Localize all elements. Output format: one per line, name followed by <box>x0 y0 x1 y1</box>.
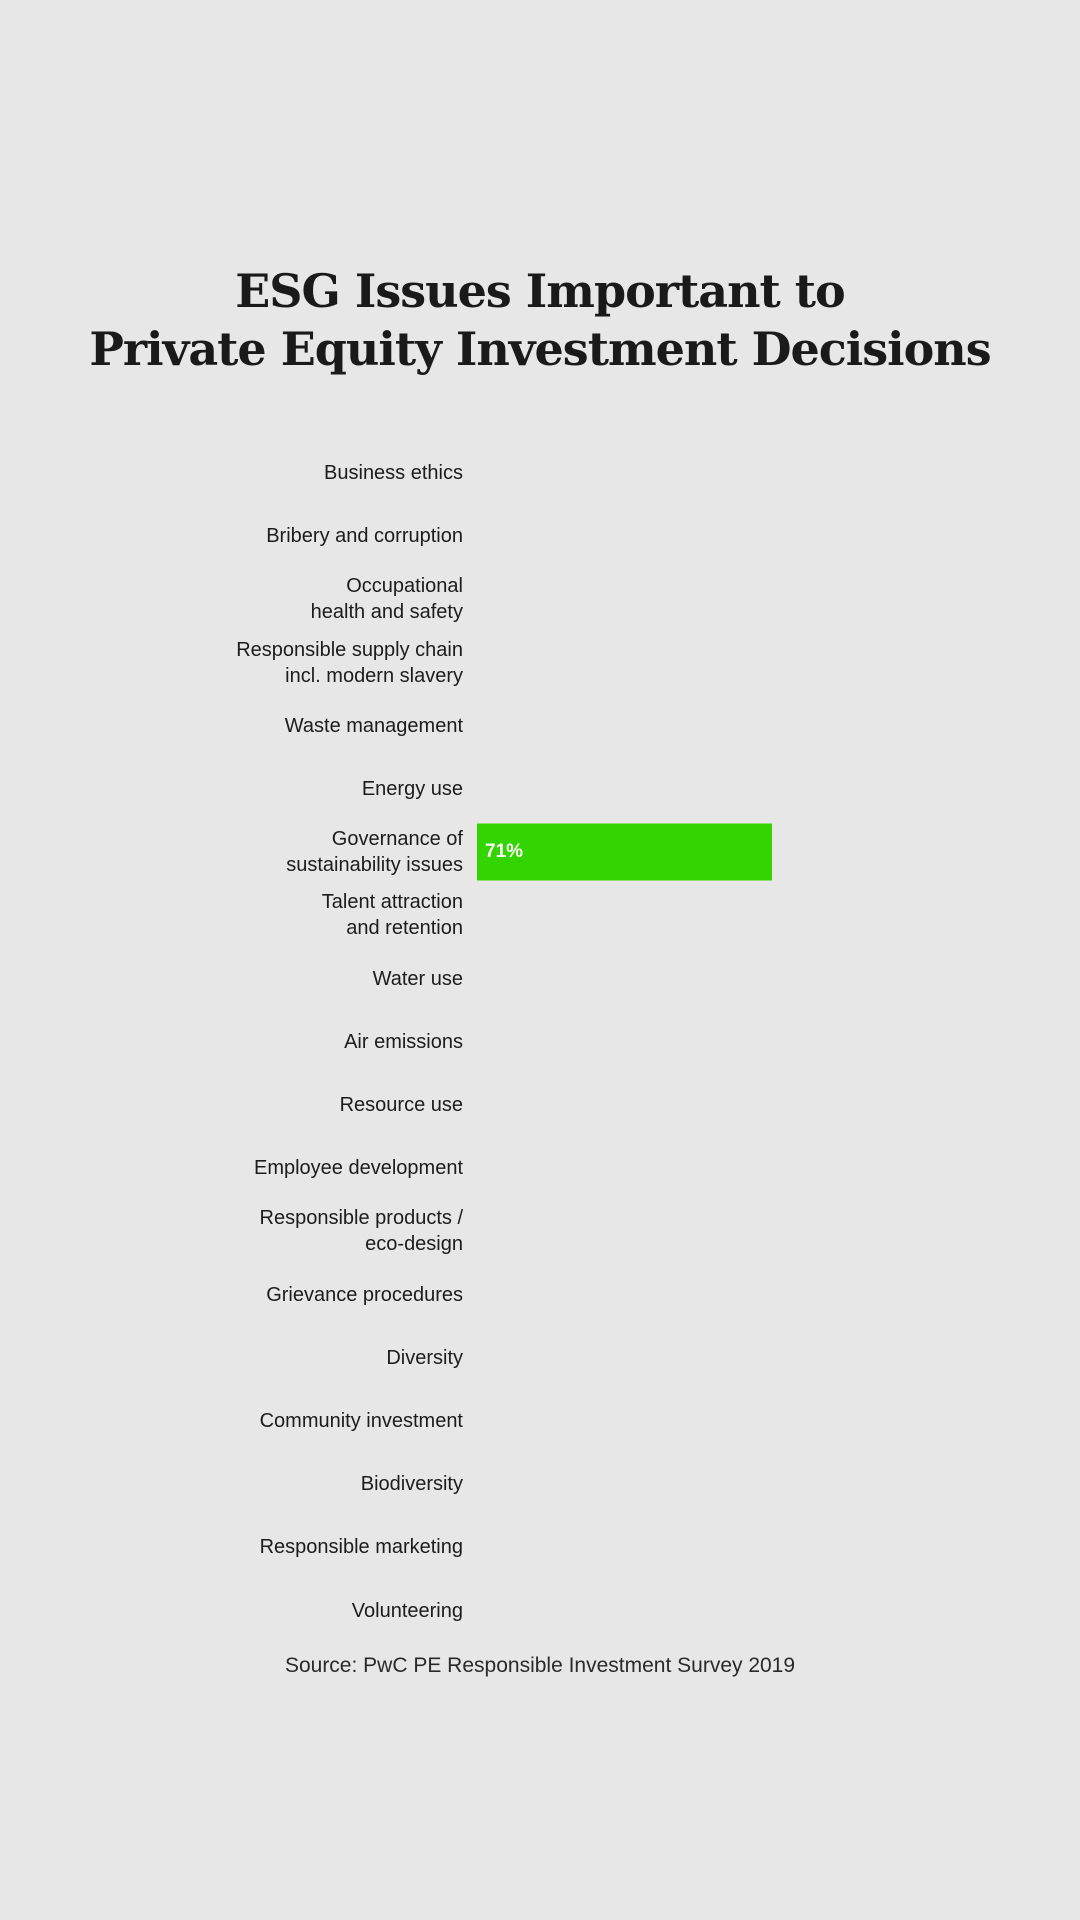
category-label-line: Talent attraction <box>321 891 463 914</box>
category-label <box>143 1092 463 1118</box>
category-label <box>143 889 463 941</box>
chart-title-line-2: Private Equity Investment Decisions <box>89 322 991 376</box>
category-label <box>143 1534 463 1560</box>
category-label-line: Grievance procedures <box>266 1283 463 1306</box>
category-label <box>143 1345 463 1371</box>
category-label-line: Resource use <box>339 1094 463 1116</box>
category-label-line: Responsible products / <box>259 1207 463 1230</box>
category-label-line: Volunteering <box>351 1599 463 1622</box>
chart-title-line-1: ESG Issues Important to <box>235 264 845 318</box>
category-label <box>143 966 463 992</box>
category-label <box>143 1408 463 1434</box>
category-label-line: eco-design <box>365 1233 463 1256</box>
category-label-line: Waste management <box>284 714 463 737</box>
bar-value-label: 71% <box>485 841 524 863</box>
category-label <box>143 1029 463 1055</box>
category-label-line: health and safety <box>310 601 463 624</box>
category-label-line: Community investment <box>259 1410 463 1432</box>
category-label <box>143 1205 463 1257</box>
category-label <box>143 1598 463 1624</box>
category-label <box>143 523 463 549</box>
category-label <box>143 826 463 878</box>
category-label <box>143 1471 463 1497</box>
category-label-line: Bribery and corruption <box>266 525 463 548</box>
category-label-line: Biodiversity <box>360 1473 463 1496</box>
source-note: Source: PwC PE Responsible Investment Survey 2019 <box>284 1654 796 1677</box>
category-label <box>143 1282 463 1308</box>
category-label-line: incl. modern slavery <box>285 664 463 687</box>
category-label <box>143 1155 463 1181</box>
category-label-line: Business ethics <box>324 462 463 484</box>
category-label-line: sustainability issues <box>286 854 463 877</box>
category-label-line: and retention <box>346 917 463 940</box>
category-label <box>143 713 463 739</box>
category-label <box>143 573 463 625</box>
category-label <box>143 460 463 486</box>
category-label-line: Diversity <box>386 1346 463 1369</box>
category-label-line: Energy use <box>361 778 463 800</box>
category-label-line: Employee development <box>253 1157 463 1180</box>
category-label <box>143 776 463 802</box>
category-label <box>143 637 463 689</box>
category-label-line: Occupational <box>346 575 463 598</box>
category-label-line: Responsible marketing <box>259 1536 463 1559</box>
category-label-line: Water use <box>372 967 463 990</box>
category-label-line: Governance of <box>331 828 463 851</box>
category-label-line: Air emissions <box>344 1030 463 1053</box>
category-label-line: Responsible supply chain <box>236 638 463 661</box>
